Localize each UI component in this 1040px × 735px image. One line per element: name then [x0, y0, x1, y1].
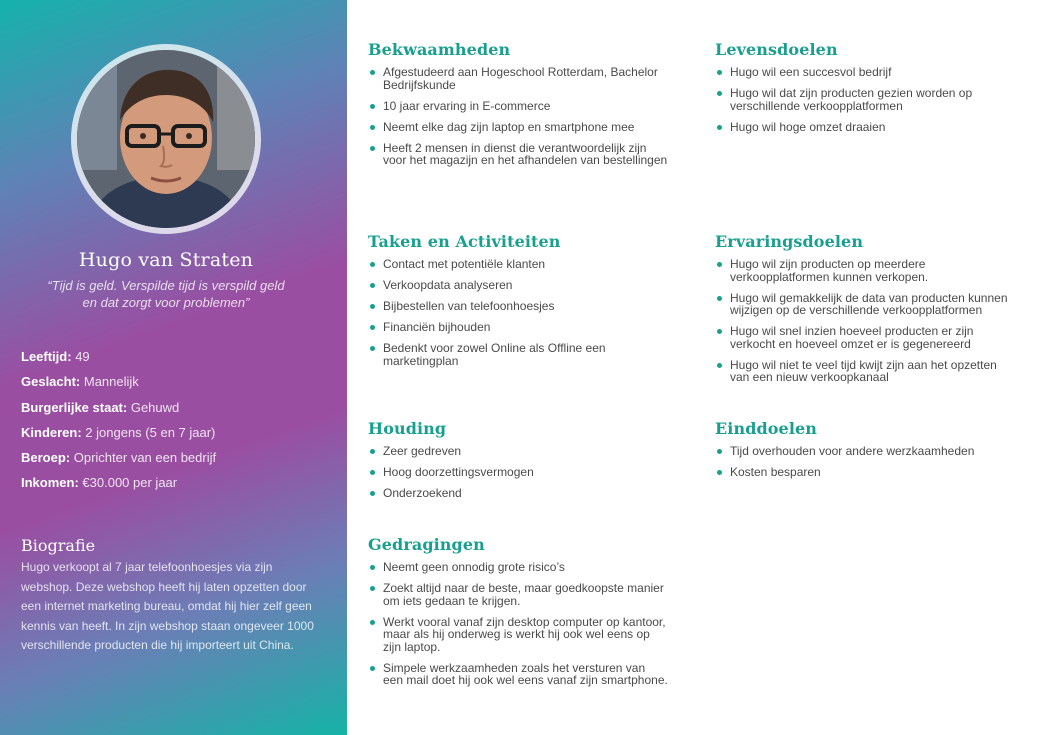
- section-gedragingen: [368, 535, 668, 695]
- list-item: Zoekt altijd naar de beste, maar goedkoopste manier om iets gedaan te krijgen.: [368, 582, 668, 607]
- section-title: Bekwaamheden: [368, 40, 511, 59]
- bullet-list: [368, 561, 668, 687]
- list-item: Simpele werkzaamheden zoals het versturen van een mail doet hij ook wel eens vanaf zijn smartphone.: [368, 662, 668, 687]
- list-item: Kosten besparen: [715, 466, 1015, 479]
- list-item: Tijd overhouden voor andere werzkaamheden: [715, 445, 1015, 458]
- list-item: Hugo wil niet te veel tijd kwijt zijn aan het opzetten van een nieuw verkoopkanaal: [715, 359, 1015, 384]
- list-item: Heeft 2 mensen in dienst die verantwoordelijk zijn voor het magazijn en het afhandelen van bestellingen: [368, 142, 668, 167]
- bullet-list: [715, 66, 1015, 133]
- list-item: Hugo wil gemakkelijk de data van producten kunnen wijzigen op de verschillende verkoopplatformen: [715, 292, 1015, 317]
- list-item: Hugo wil snel inzien hoeveel producten er zijn verkocht en hoeveel omzet er is gegenereerd: [715, 325, 1015, 350]
- list-item: Bedenkt voor zowel Online als Offline een marketingplan: [368, 342, 668, 367]
- fact-value: 2 jongens (5 en 7 jaar): [85, 424, 216, 440]
- section-title: Einddoelen: [715, 419, 818, 438]
- list-item: Hugo wil zijn producten op meerdere verkoopplatformen kunnen verkopen.: [715, 258, 1015, 283]
- fact-gender: [21, 373, 331, 398]
- persona-name: Hugo van Straten: [78, 249, 254, 271]
- fact-marital-status: [21, 399, 331, 424]
- list-item: Verkoopdata analyseren: [368, 279, 668, 292]
- biography-title: Biografie: [21, 536, 96, 555]
- list-item: Bijbestellen van telefoonhoesjes: [368, 300, 668, 313]
- bullet-list: [715, 445, 1015, 479]
- bullet-list: [368, 445, 668, 500]
- fact-label: Burgerlijke staat:: [21, 399, 128, 415]
- list-item: Contact met potentiële klanten: [368, 258, 668, 271]
- fact-label: Leeftijd:: [21, 349, 72, 364]
- fact-label: Inkomen:: [21, 475, 79, 491]
- quote-close-mark: ”: [245, 295, 250, 310]
- section-ervaringsdoelen: [715, 232, 1015, 392]
- fact-occupation: [21, 449, 331, 474]
- list-item: 10 jaar ervaring in E-commerce: [368, 100, 668, 113]
- section-title: Taken en Activiteiten: [368, 232, 561, 251]
- persona-sidebar: [0, 0, 347, 735]
- section-title: Levensdoelen: [715, 40, 838, 59]
- fact-value: Gehuwd: [130, 399, 180, 415]
- list-item: Onderzoekend: [368, 487, 668, 500]
- list-item: Hugo wil hoge omzet draaien: [715, 121, 1015, 134]
- fact-income: [21, 474, 331, 499]
- section-einddoelen: [715, 419, 1015, 487]
- list-item: Zeer gedreven: [368, 445, 668, 458]
- bullet-list: [368, 66, 668, 167]
- fact-label: Beroep:: [21, 450, 71, 466]
- fact-children: [21, 424, 331, 449]
- list-item: Financiën bijhouden: [368, 321, 668, 334]
- avatar-frame: [71, 44, 261, 234]
- biography-text: Hugo verkoopt al 7 jaar telefoonhoesjes via zijn webshop. Deze webshop heeft hij laten opzetten door een internet marketing bureau, omdat hij hier zelf geen kennis van heeft. In zijn webshop staan ongeveer 1000 verschillende producten die hij importeert uit China.: [21, 560, 314, 652]
- bullet-list: [368, 258, 668, 367]
- section-levensdoelen: [715, 40, 1015, 142]
- list-item: Hoog doorzettingsvermogen: [368, 466, 668, 479]
- fact-label: Geslacht:: [21, 374, 81, 390]
- fact-value: 49: [75, 349, 90, 364]
- list-item: Neemt elke dag zijn laptop en smartphone mee: [368, 121, 668, 134]
- portrait-illustration: [77, 50, 255, 228]
- quote-open-mark: “: [47, 278, 52, 293]
- fact-value: Mannelijk: [83, 374, 139, 390]
- section-title: Ervaringsdoelen: [715, 232, 864, 251]
- quote-line-2: en dat zorgt voor problemen: [82, 295, 246, 310]
- persona-facts: [21, 348, 331, 500]
- fact-label: Kinderen:: [21, 424, 82, 440]
- section-taken-en-activiteiten: [368, 232, 668, 376]
- list-item: Neemt geen onnodig grote risico’s: [368, 561, 668, 574]
- avatar: [77, 50, 255, 228]
- fact-value: €30.000 per jaar: [82, 475, 178, 491]
- list-item: Werkt vooral vanaf zijn desktop computer op kantoor, maar als hij onderweg is werkt hij ook wel eens op zijn laptop.: [368, 616, 668, 654]
- persona-quote: [40, 277, 292, 311]
- list-item: Hugo wil dat zijn producten gezien worden op verschillende verkoopplatformen: [715, 87, 1015, 112]
- section-houding: [368, 419, 668, 508]
- section-title: Houding: [368, 419, 447, 438]
- quote-line-1: Tijd is geld. Verspilde tijd is verspild geld: [51, 278, 285, 293]
- section-bekwaamheden: [368, 40, 668, 175]
- fact-value: Oprichter van een bedrijf: [73, 450, 217, 466]
- list-item: Afgestudeerd aan Hogeschool Rotterdam, Bachelor Bedrijfskunde: [368, 66, 668, 91]
- fact-age: [21, 348, 331, 373]
- section-title: Gedragingen: [368, 535, 485, 554]
- bullet-list: [715, 258, 1015, 384]
- list-item: Hugo wil een succesvol bedrijf: [715, 66, 1015, 79]
